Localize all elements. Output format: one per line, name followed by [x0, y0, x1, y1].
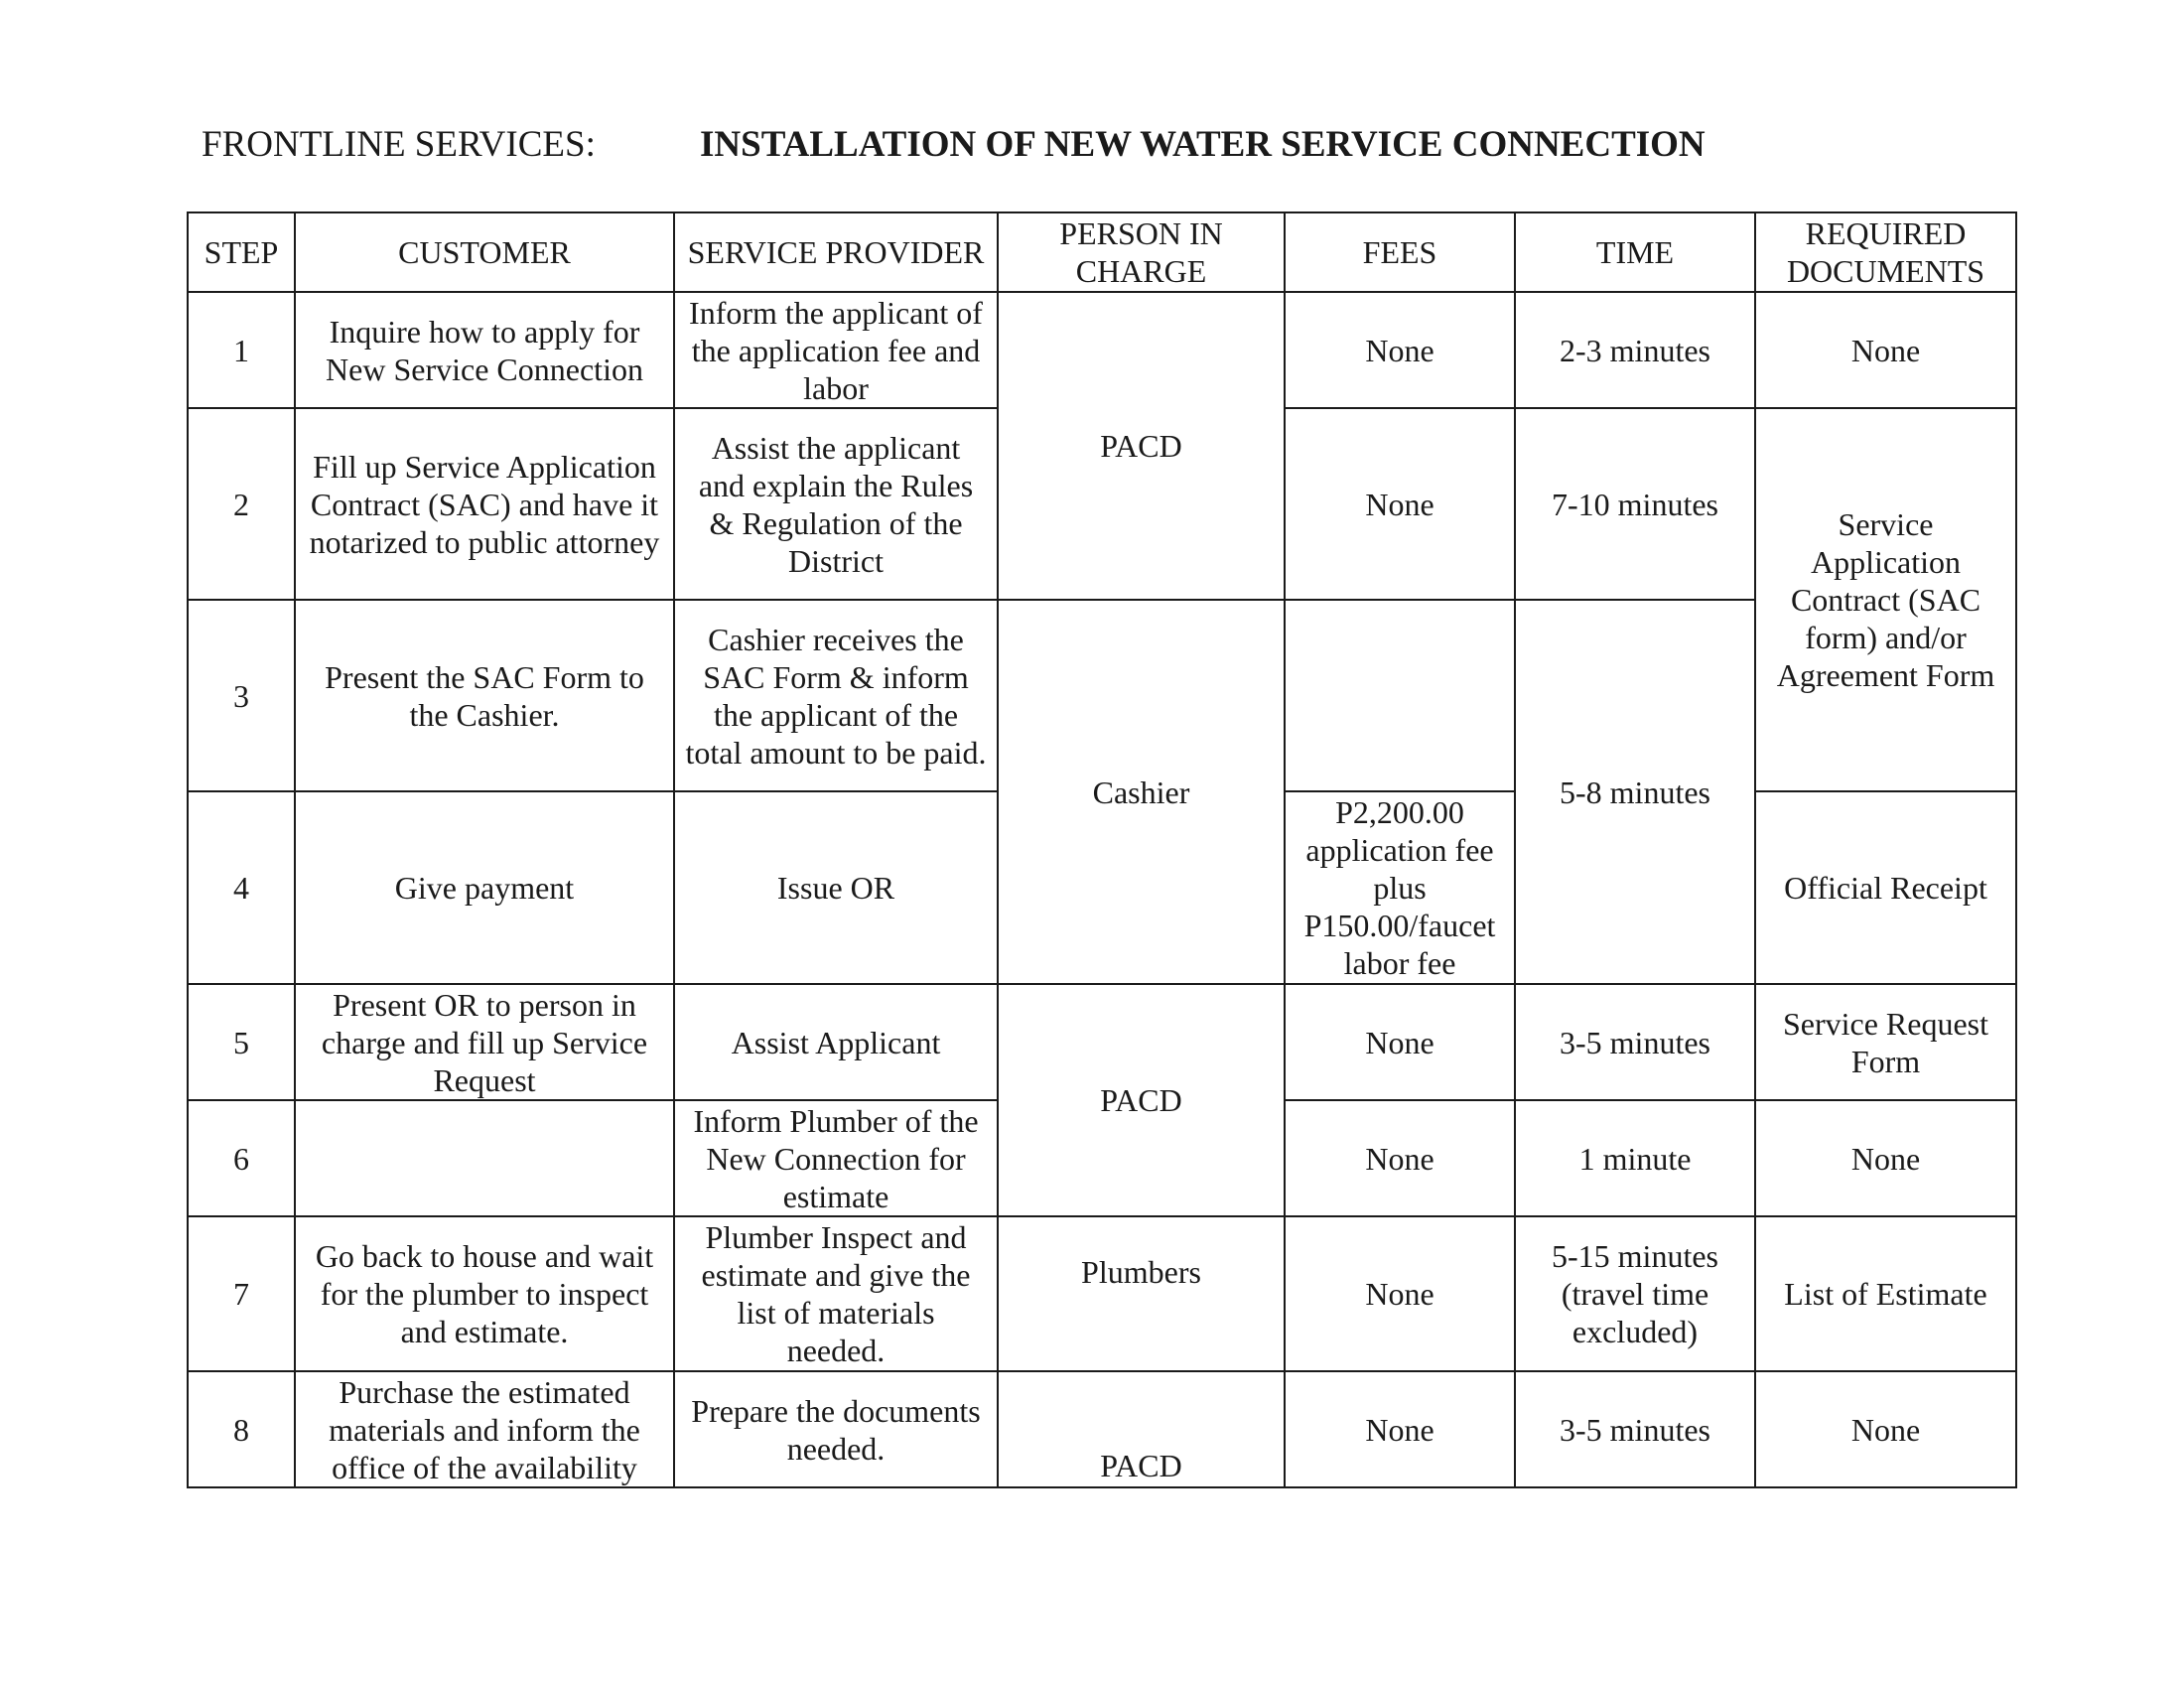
service-provider-cell: Assist the applicant and explain the Rules & Regulation of the District	[674, 408, 998, 600]
table-row	[188, 1371, 2016, 1487]
step-number: 4	[188, 791, 295, 984]
required-documents-cell: Service Request Form	[1755, 984, 2016, 1100]
step-number: 6	[188, 1100, 295, 1216]
service-provider-cell: Inform the applicant of the application fee and labor	[674, 292, 998, 408]
heading-title: INSTALLATION OF NEW WATER SERVICE CONNECTION	[700, 124, 1706, 165]
service-provider-cell: Cashier receives the SAC Form & inform the applicant of the total amount to be paid.	[674, 600, 998, 791]
required-documents-cell: Official Receipt	[1755, 791, 2016, 984]
header-required-documents: REQUIRED DOCUMENTS	[1755, 212, 2016, 292]
required-documents-cell: None	[1755, 1371, 2016, 1487]
customer-cell: Fill up Service Application Contract (SAC) and have it notarized to public attorney	[295, 408, 674, 600]
service-provider-cell: Issue OR	[674, 791, 998, 984]
header-step: STEP	[188, 212, 295, 292]
heading-label: FRONTLINE SERVICES:	[202, 124, 596, 165]
time-cell: 3-5 minutes	[1515, 1371, 1755, 1487]
customer-cell: Inquire how to apply for New Service Connection	[295, 292, 674, 408]
time-cell: 5-15 minutes (travel time excluded)	[1515, 1216, 1755, 1371]
person-in-charge-cell: Plumbers	[998, 1216, 1285, 1371]
fees-cell: None	[1285, 1216, 1515, 1371]
fees-cell: P2,200.00 application fee plus P150.00/faucet labor fee	[1285, 791, 1515, 984]
customer-cell: Present OR to person in charge and fill up Service Request	[295, 984, 674, 1100]
fees-cell: None	[1285, 984, 1515, 1100]
service-provider-cell: Plumber Inspect and estimate and give the list of materials needed.	[674, 1216, 998, 1371]
table-row	[188, 1216, 2016, 1371]
header-service-provider: SERVICE PROVIDER	[674, 212, 998, 292]
service-provider-cell: Assist Applicant	[674, 984, 998, 1100]
table-header-row	[188, 212, 2016, 292]
person-in-charge-cell: PACD	[998, 292, 1285, 600]
customer-cell: Present the SAC Form to the Cashier.	[295, 600, 674, 791]
required-documents-cell: Service Application Contract (SAC form) and/or Agreement Form	[1755, 408, 2016, 791]
frontline-services-table	[187, 211, 2017, 1488]
time-cell: 5-8 minutes	[1515, 600, 1755, 984]
page-heading	[202, 123, 1706, 166]
fees-cell: None	[1285, 1371, 1515, 1487]
required-documents-cell: List of Estimate	[1755, 1216, 2016, 1371]
person-in-charge-cell: Cashier	[998, 600, 1285, 984]
time-cell: 7-10 minutes	[1515, 408, 1755, 600]
service-provider-cell: Inform Plumber of the New Connection for estimate	[674, 1100, 998, 1216]
header-customer: CUSTOMER	[295, 212, 674, 292]
customer-cell: Give payment	[295, 791, 674, 984]
time-cell: 2-3 minutes	[1515, 292, 1755, 408]
required-documents-cell: None	[1755, 292, 2016, 408]
table-row	[188, 984, 2016, 1100]
table-row	[188, 600, 2016, 791]
step-number: 3	[188, 600, 295, 791]
person-in-charge-cell: PACD	[998, 984, 1285, 1216]
customer-cell: Purchase the estimated materials and inform the office of the availability	[295, 1371, 674, 1487]
step-number: 8	[188, 1371, 295, 1487]
service-provider-cell: Prepare the documents needed.	[674, 1371, 998, 1487]
header-time: TIME	[1515, 212, 1755, 292]
customer-cell: Go back to house and wait for the plumber to inspect and estimate.	[295, 1216, 674, 1371]
header-fees: FEES	[1285, 212, 1515, 292]
person-in-charge-cell: PACD	[998, 1371, 1285, 1487]
required-documents-cell: None	[1755, 1100, 2016, 1216]
table-row	[188, 292, 2016, 408]
fees-cell: None	[1285, 292, 1515, 408]
step-number: 7	[188, 1216, 295, 1371]
customer-cell	[295, 1100, 674, 1216]
step-number: 2	[188, 408, 295, 600]
fees-cell: None	[1285, 1100, 1515, 1216]
step-number: 1	[188, 292, 295, 408]
time-cell: 3-5 minutes	[1515, 984, 1755, 1100]
fees-cell: None	[1285, 408, 1515, 600]
fees-cell	[1285, 600, 1515, 791]
time-cell: 1 minute	[1515, 1100, 1755, 1216]
header-person-in-charge: PERSON IN CHARGE	[998, 212, 1285, 292]
step-number: 5	[188, 984, 295, 1100]
